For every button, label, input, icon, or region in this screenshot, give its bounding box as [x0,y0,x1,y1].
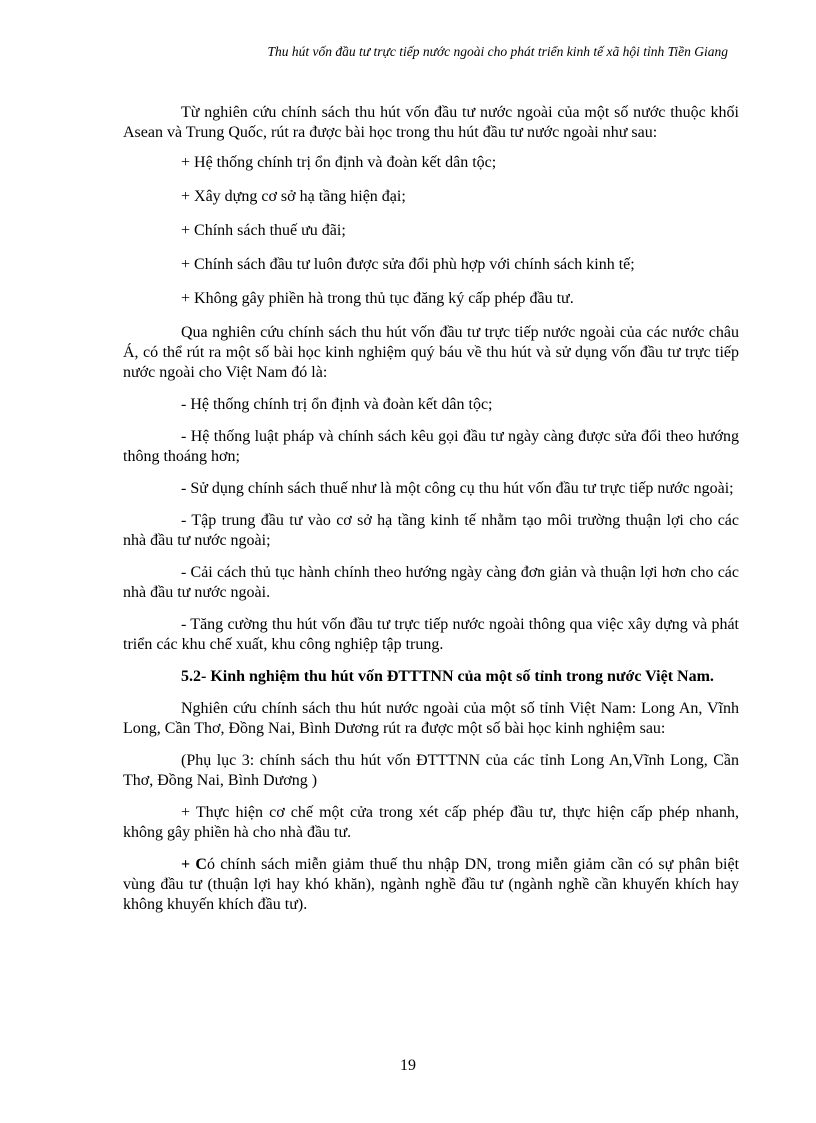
lesson-item: - Tăng cường thu hút vốn đầu tư trực tiếp nước ngoài thông qua việc xây dựng và phát triển các khu chế xuất, khu công nghiệp tập trung. [123,616,739,653]
lesson-item: + Hệ thống chính trị ổn định và đoàn kết dân tộc; [181,154,497,171]
lesson-text: ó chính sách miễn giảm thuế thu nhập DN, trong miễn giảm cần có sự phân biệt vùng đầu tư (thuận lợi hay khó khăn), ngành nghề đầu tư (ngành nghề cần khuyến khích hay không khuyến khích đầu tư). [123,856,740,913]
lesson-item: - Hệ thống luật pháp và chính sách kêu gọi đầu tư ngày càng được sửa đổi theo hướng thông thoáng hơn; [123,428,739,465]
lesson-item [123,855,739,915]
lesson-item: - Hệ thống chính trị ổn định và đoàn kết dân tộc; [181,396,493,413]
running-header: Thu hút vốn đầu tư trực tiếp nước ngoài cho phát triển kinh tế xã hội tỉnh Tiền Giang [267,44,728,59]
appendix-note: (Phụ lục 3: chính sách thu hút vốn ĐTTTNN của các tỉnh Long An,Vĩnh Long, Cần Thơ, Đồng Nai, Bình Dương ) [123,752,739,789]
intro-paragraph-1: Từ nghiên cứu chính sách thu hút vốn đầu tư nước ngoài của một số nước thuộc khối Asean và Trung Quốc, rút ra được bài học trong thu hút đầu tư nước ngoài như sau: [123,104,739,141]
page-number: 19 [400,1057,416,1074]
lesson-item: + Chính sách thuế ưu đãi; [181,222,346,239]
lesson-item: - Tập trung đầu tư vào cơ sở hạ tầng kinh tế nhằm tạo môi trường thuận lợi cho các nhà đầu tư nước ngoài; [123,512,739,549]
intro-paragraph-3: Nghiên cứu chính sách thu hút nước ngoài của một số tỉnh Việt Nam: Long An, Vĩnh Long, Cần Thơ, Đồng Nai, Bình Dương rút ra được một số bài học kinh nghiệm sau: [123,700,739,737]
section-heading: 5.2- Kinh nghiệm thu hút vốn ĐTTTNN của một số tỉnh trong nước Việt Nam. [181,668,714,685]
lesson-prefix: + C [181,856,207,873]
page-body [123,103,739,915]
lesson-item: + Không gây phiền hà trong thủ tục đăng ký cấp phép đầu tư. [181,290,574,307]
lesson-item: + Xây dựng cơ sở hạ tầng hiện đại; [181,188,406,205]
lesson-item: + Thực hiện cơ chế một cửa trong xét cấp phép đầu tư, thực hiện cấp phép nhanh, không gây phiền hà cho nhà đầu tư. [123,804,739,841]
intro-paragraph-2: Qua nghiên cứu chính sách thu hút vốn đầu tư trực tiếp nước ngoài của các nước châu Á, có thể rút ra một số bài học kinh nghiệm quý báu về thu hút và sử dụng vốn đầu tư trực tiếp nước ngoài cho Việt Nam đó là: [123,324,739,381]
lesson-item: - Cải cách thủ tục hành chính theo hướng ngày càng đơn giản và thuận lợi hơn cho các nhà đầu tư nước ngoài. [123,564,739,601]
lesson-item: - Sử dụng chính sách thuế như là một công cụ thu hút vốn đầu tư trực tiếp nước ngoài; [181,480,734,497]
lesson-item: + Chính sách đầu tư luôn được sửa đổi phù hợp với chính sách kinh tế; [181,256,635,273]
